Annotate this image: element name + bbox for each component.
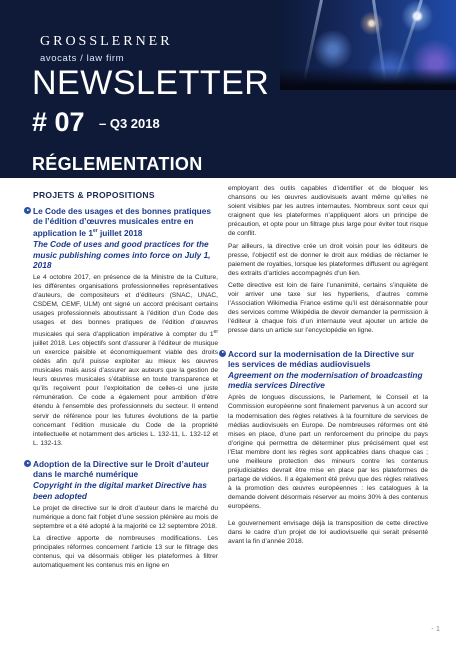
arrow-bullet-icon: [219, 350, 226, 357]
article-title: [228, 349, 428, 369]
paragraph-text: juillet 2018. Les objectifs sont d’assurer à l’éditeur de musique un exercice paisible et économiquement viable des droits cédés afin qu’il puisse exploiter au mieux les œuvres musicales mais aussi d’assurer aux auteurs que la gestion de leurs œuvres musicales s’établisse en toute transparence et qu’ils reçoivent pour l’exploitation de celles-ci une juste rémunération. Ce code a également pour ambition d’être étendu à l’ensemble des professionnels du secteur. Il entend servir de référence pour les futures évolutions de la partie concernant l’édition musicale du Code de la propriété intellectuelle et notamment des articles L. 132-11, L. 132-12 et L. 132-13.: [33, 339, 218, 447]
brand-tagline: avocats / law firm: [40, 53, 125, 64]
article-paragraph: Après de longues discussions, le Parlement, le Conseil et la Commission européenne sont finalement parvenus à un accord sur la modernisation des règles relatives à la fourniture de services de médias audiovisuels en Europe. De nombreuses réformes ont été mises en place, d’une part un renforcement du principe du pays d’origine qui permettra de déterminer plus précisément quel est l’Etat membre dont les règles sont applicables dans chaque cas ; une meilleure protection des mineurs contre les contenus préjudiciables devrait être mise en place par les plateformes de partage de vidéos. Il a également été prévu que des règles relatives à la promotion des œuvres européennes : les catalogues à la demande doivent désormais réserver au moins 30% à des contenus européens.: [228, 394, 428, 511]
newsletter-title: NEWSLETTER: [32, 64, 270, 102]
arrow-bullet-icon: [24, 207, 31, 214]
article-paragraph: [33, 273, 218, 448]
article-paragraph: Par ailleurs, la directive crée un droit voisin pour les éditeurs de presse, l’objectif est de donner le droit aux médias de réclamer le paiement de royalties, lorsque les plateformes diffusent ou agrègent des extraits d’articles accompagnés d’un lien.: [228, 242, 428, 277]
issue-number: # 07: [32, 107, 85, 137]
title-text: juillet 2018: [97, 228, 143, 239]
article-subtitle: Copyright in the digital market Directive has been adopted: [33, 480, 207, 501]
article-paragraph: Cette directive est loin de faire l’unanimité, certains s’inquiète de voir arriver une taxe sur les hyperliens, d’autres comme l’Association Wikimedia France estime qu’il est déraisonnable pour des services comme Wikipédia de devoir demander la permission à l’éditeur à chaque fois d’un internaute veut ajouter un article de presse dans un article sur l’encyclopédie en ligne.: [228, 281, 428, 335]
left-column: [33, 184, 218, 573]
ordinal-suffix: er: [92, 228, 98, 235]
arrow-bullet-icon: [24, 460, 31, 467]
concert-photo: [280, 0, 456, 90]
article-title: [33, 459, 218, 479]
ordinal-suffix: er: [213, 328, 218, 335]
article-paragraph: Le gouvernement envisage déjà la transposition de cette directive dans le cadre d’un projet de loi audiovisuelle qui serait présenté avant la fin d’année 2018.: [228, 519, 428, 545]
header-band: [0, 0, 456, 178]
article-paragraph: employant des outils capables d’identifier et de bloquer les chansons ou les œuvres audiovisuels avant même qu’elles ne soient visibles par les autres internautes. Nombreux sont ceux qui craignent que les plateformes n’appliquent alors un principe de précaution, et opte pour un filtrage plus large pour éviter tout risque de conflit.: [228, 185, 428, 238]
paragraph-text: Le 4 octobre 2017, en présence de la Ministre de la Culture, les différentes organisations professionnelles représentatives d’auteurs, de compositeurs et d’éditeurs (SNAC, UNAC, CSDEM, CEMF, ULM) ont signé un accord précisant certains usages professionnels aboutissant à l’édition d’un Code des usages et des bonnes pratiques de l’édition d’œuvres musicales qui sera d’application impérative à compter du 1: [33, 273, 218, 338]
page-number: - 1: [431, 624, 440, 633]
article-paragraph: La directive apporte de nombreuses modifications. Les principales réformes concernent l’article 13 sur le filtrage des contenus, qui va désormais obliger les plateformes à filtrer automatiquement les contenus mis en ligne en: [33, 535, 218, 570]
article-paragraph: Le projet de directive sur le droit d’auteur dans le marché du numérique a donc fait l’objet d’une session plénière au mois de septembre et a été adopté à la majorité ce 12 septembre 2018.: [33, 504, 218, 530]
brand-name: GROSSLERNER: [40, 34, 173, 49]
section-title: RÉGLEMENTATION: [32, 154, 203, 174]
issue-period: – Q3 2018: [99, 116, 160, 131]
title-text: Adoption de la Directive sur le Droit d’auteur dans le marché numérique: [33, 458, 210, 480]
article-subtitle: Agreement on the modernisation of broadcasting media services Directive: [228, 369, 423, 391]
right-column: [228, 184, 428, 549]
article-subtitle: The Code of uses and good practices for the music publishing comes into force on July 1, 2018: [33, 239, 211, 270]
article-title: [33, 206, 218, 238]
subheading: PROJETS & PROPOSITIONS: [33, 190, 155, 200]
title-text: Accord sur la modernisation de la Directive sur les services de médias audiovisuels: [228, 348, 415, 369]
crowd-silhouette: [280, 68, 456, 90]
title-text: Le Code des usages et des bonnes pratiques de l’édition d’œuvres musicales entre en application le 1: [33, 206, 211, 239]
